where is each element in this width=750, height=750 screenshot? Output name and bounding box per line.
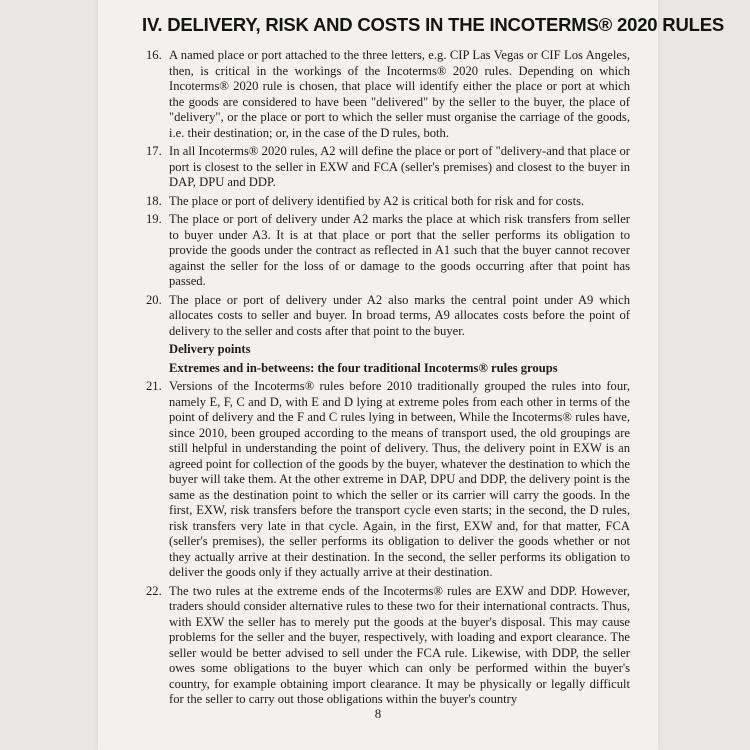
document-page xyxy=(98,0,725,750)
paragraph-text: The two rules at the extreme ends of the Incoterms® rules are EXW and DDP. However, traders should consider alternative rules to these two for their international contracts. Thus, with EXW the seller has to merely put the goods at the buyer's disposal. This may cause problems for the seller and the buyer, respectively, with loading and export clearance. The seller would be better advised to sell under the FCA rule. Likewise, with DDP, the seller owes some obligations to the buyer which can only be performed within the buyer's country, for example obtaining import clearance. It may be physically or legally difficult for the seller to carry out those obligations within the buyer's country xyxy=(169,583,630,706)
paragraph-group-a xyxy=(146,48,630,339)
paragraph-number: 16. xyxy=(146,48,162,62)
body-content xyxy=(146,48,630,711)
numbered-paragraph xyxy=(146,584,630,708)
numbered-paragraph xyxy=(146,212,630,290)
section-heading: IV. DELIVERY, RISK AND COSTS IN THE INCOTERMS® 2020 RULES xyxy=(142,14,725,35)
paragraph-text: Versions of the Incoterms® rules before 2010 traditionally grouped the rules into four, namely E, F, C and D, with E and D lying at extreme poles from each other in terms of the point of delivery and the F and C rules lying in between, While the Incoterms® rules have, since 2010, been grouped according to the means of transport used, the old groupings are still helpful in understanding the point of delivery. Thus, the delivery point in EXW is an agreed point for collection of the goods by the buyer, whatever the destination to which the buyer will take them. At the other extreme in DAP, DPU and DDP, the delivery point is the same as the destination point to which the seller or its carrier will carry the goods. In the first, EXW, risk transfers before the transport cycle even starts; in the second, the D rules, risk transfers very late in that cycle. Again, in the first, EXW and, for that matter, FCA (seller's premises), the seller performs its obligation to deliver the goods whether or not they actually arrive at their destination. In the second, the seller performs its obligation to deliver the goods only if they actually arrive at their destination. xyxy=(169,379,630,579)
numbered-paragraph xyxy=(146,194,630,210)
numbered-paragraph xyxy=(146,293,630,340)
paragraph-text: The place or port of delivery under A2 also marks the central point under A9 which allocates costs to seller and buyer. In broad terms, A9 allocates costs before the point of delivery to the seller and costs after that point to the buyer. xyxy=(169,292,630,338)
paragraph-number: 20. xyxy=(146,292,162,307)
paragraph-text: In all Incoterms® 2020 rules, A2 will define the place or port of "delivery-and that place or port is closest to the seller in EXW and FCA (seller's premises) and closest to the buyer in DAP, DPU and DDP. xyxy=(169,144,630,189)
paragraph-text: The place or port of delivery under A2 marks the place at which risk transfers from seller to buyer under A3. It is at that place or port that the seller performs its obligation to provide the goods under the contract as reflected in A1 such that the buyer cannot recover against the seller for the loss of or damage to the goods occurring after that point has passed. xyxy=(169,212,630,288)
paragraph-group-b xyxy=(146,379,630,708)
paragraph-text: A named place or port attached to the three letters, e.g. CIP Las Vegas or CIF Los Angeles, then, is critical in the workings of the Incoterms® 2020 rules. Depending on which Incoterms® 2020 rule is chosen, that place will identify either the place or port at which the goods are considered to have been "delivered" by the seller to the buyer, the place of "delivery", or the place or port to which the seller must organise the carriage of the goods, i.e. their destination; or, in the case of the D rules, both. xyxy=(169,48,630,140)
paragraph-number: 19. xyxy=(146,212,162,226)
paragraph-number: 18. xyxy=(146,193,162,208)
paragraph-number: 17. xyxy=(146,144,162,158)
numbered-paragraph xyxy=(146,48,630,141)
subheading-delivery-points: Delivery points xyxy=(169,342,251,356)
paragraph-number: 21. xyxy=(146,379,162,393)
paragraph-number: 22. xyxy=(146,583,162,598)
subheading-rules-groups: Extremes and in-betweens: the four traditional Incoterms® rules groups xyxy=(169,360,558,375)
numbered-paragraph xyxy=(146,144,630,191)
numbered-paragraph xyxy=(146,379,630,581)
page-number: 8 xyxy=(374,706,382,721)
paragraph-text: The place or port of delivery identified by A2 is critical both for risk and for costs. xyxy=(169,193,585,208)
